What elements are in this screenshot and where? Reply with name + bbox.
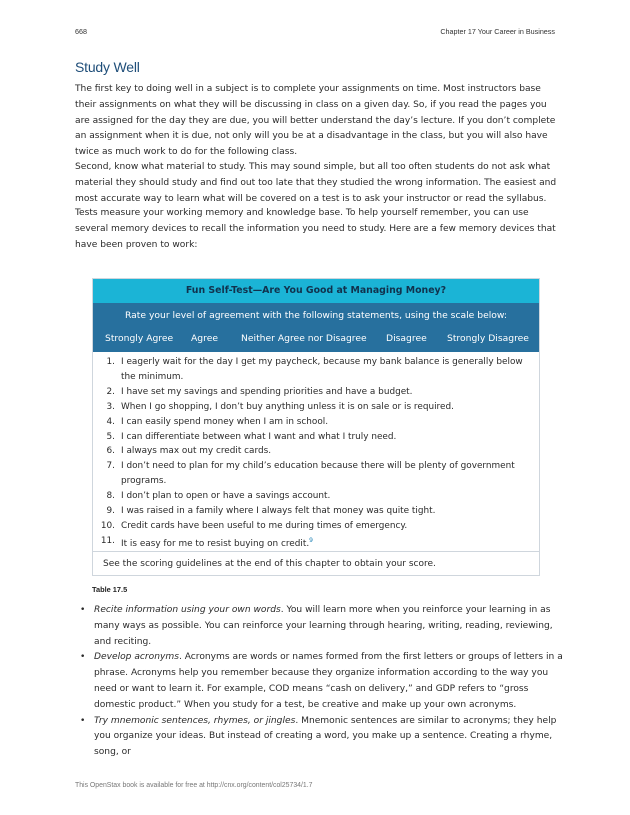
page-number: 668	[75, 27, 87, 36]
paragraph-1: The first key to doing well in a subject is to complete your assignments on time. Most instructors base their assignments on what they will be discussing in class on a given day. So, if you read the pages you are assigned for the day they are due, you will better understand the day’s lecture. If you don’t complete an assignment when it is due, not only will you be at a disadvantage in the class, but you will also have twice as much work to do for the following class.	[75, 84, 556, 158]
bullet-icon: •	[80, 605, 86, 615]
scale-strongly-disagree: Strongly Disagree	[447, 333, 529, 344]
page-footer: This OpenStax book is available for free at http://cnx.org/content/col25734/1.7	[75, 782, 313, 789]
scale-disagree: Disagree	[386, 333, 427, 344]
bullet-icon: •	[80, 652, 86, 663]
item-number: 7.	[106, 461, 115, 472]
item-number: 8.	[106, 491, 115, 502]
item-text: I can easily spend money when I am in school.	[121, 416, 329, 427]
scale-agree: Agree	[191, 333, 218, 344]
table-caption: Table 17.5	[92, 585, 128, 594]
scale-strongly-agree: Strongly Agree	[105, 333, 174, 344]
self-test-item	[93, 459, 539, 489]
self-test-instruction: Rate your level of agreement with the following statements, using the scale below:	[93, 303, 539, 327]
paragraph-3: Tests measure your working memory and knowledge base. To help yourself remember, you can use several memory devices to recall the information you need to study. Here are a few memory devices that have been proven to work:	[75, 208, 556, 250]
paragraph-2: Second, know what material to study. This may sound simple, but all too often students do not ask what material they should study and find out too late that they studied the wrong information. The easiest and most accurate way to learn what will be covered on a test is to ask your instructor or read the syllabus.	[75, 162, 557, 204]
item-text: I always max out my credit cards.	[121, 446, 272, 457]
item-text: I don’t plan to open or have a savings account.	[121, 491, 331, 502]
self-test-box	[92, 278, 540, 576]
item-text: I don’t need to plan for my child’s education because there will be plenty of government programs.	[121, 461, 515, 487]
scale-neutral: Neither Agree nor Disagree	[241, 333, 367, 344]
bullet-icon: •	[80, 715, 86, 726]
bullet-term: Develop acronyms	[94, 652, 179, 663]
footnote-link[interactable]: 9	[309, 536, 313, 544]
chapter-title: Chapter 17 Your Career in Business	[440, 27, 555, 36]
item-text: It is easy for me to resist buying on credit.	[121, 538, 310, 549]
item-number: 2.	[106, 386, 115, 397]
list-item	[75, 650, 563, 713]
item-number: 9.	[106, 506, 115, 517]
self-test-item	[93, 489, 539, 504]
item-text: Credit cards have been useful to me during times of emergency.	[121, 520, 408, 531]
self-test-item	[93, 385, 539, 400]
item-text: I have set my savings and spending priorities and have a budget.	[121, 386, 413, 397]
item-text: When I go shopping, I don’t buy anything unless it is on sale or is required.	[121, 401, 454, 412]
self-test-item	[93, 444, 539, 459]
memory-devices-list	[75, 603, 563, 761]
item-number: 10.	[100, 520, 115, 531]
list-item	[75, 714, 563, 761]
item-text: I eagerly wait for the day I get my paycheck, because my bank balance is generally below the minimum.	[121, 357, 523, 382]
rating-scale	[93, 327, 539, 352]
item-number: 5.	[106, 431, 115, 442]
item-number: 4.	[106, 416, 115, 427]
item-number: 11.	[100, 535, 115, 546]
section-title: Study Well	[75, 59, 140, 75]
page-header	[75, 27, 555, 39]
self-test-item	[93, 400, 539, 415]
self-test-footer: See the scoring guidelines at the end of this chapter to obtain your score.	[93, 551, 539, 576]
item-text: I can differentiate between what I want and what I truly need.	[121, 431, 397, 442]
list-item	[75, 603, 563, 650]
bullet-text: . Mnemonic sentences are similar to acronyms; they help you organize your ideas. But instead of creating a word, you make up a sentence. Creating a rhyme, song, or	[94, 715, 557, 758]
self-test-item	[93, 504, 539, 519]
item-text: I was raised in a family where I always felt that money was quite tight.	[121, 506, 436, 517]
item-number: 3.	[106, 401, 115, 412]
self-test-items	[93, 355, 539, 552]
self-test-title: Fun Self-Test—Are You Good at Managing Money?	[93, 279, 539, 303]
bullet-term: Try mnemonic sentences, rhymes, or jingles	[94, 715, 296, 726]
self-test-item	[93, 415, 539, 430]
item-number: 6.	[106, 446, 115, 457]
self-test-item	[93, 519, 539, 534]
item-number: 1.	[106, 357, 115, 367]
self-test-item	[93, 534, 539, 552]
self-test-item	[93, 430, 539, 445]
bullet-text: . Acronyms are words or names formed from the first letters or groups of letters in a phrase. Acronyms help you remember because they organize information according to the way you need or want to learn it. For example, COD means “cash on delivery,” and GDP refers to “gross domestic product.” When you study for a test, be creative and make up your own acronyms.	[94, 652, 563, 710]
bullet-text: . You will learn more when you reinforce your learning in as many ways as possible. You can reinforce your learning through hearing, writing, reading, reviewing, and reciting.	[94, 605, 553, 647]
self-test-item	[93, 355, 539, 385]
bullet-term: Recite information using your own words	[94, 605, 281, 615]
